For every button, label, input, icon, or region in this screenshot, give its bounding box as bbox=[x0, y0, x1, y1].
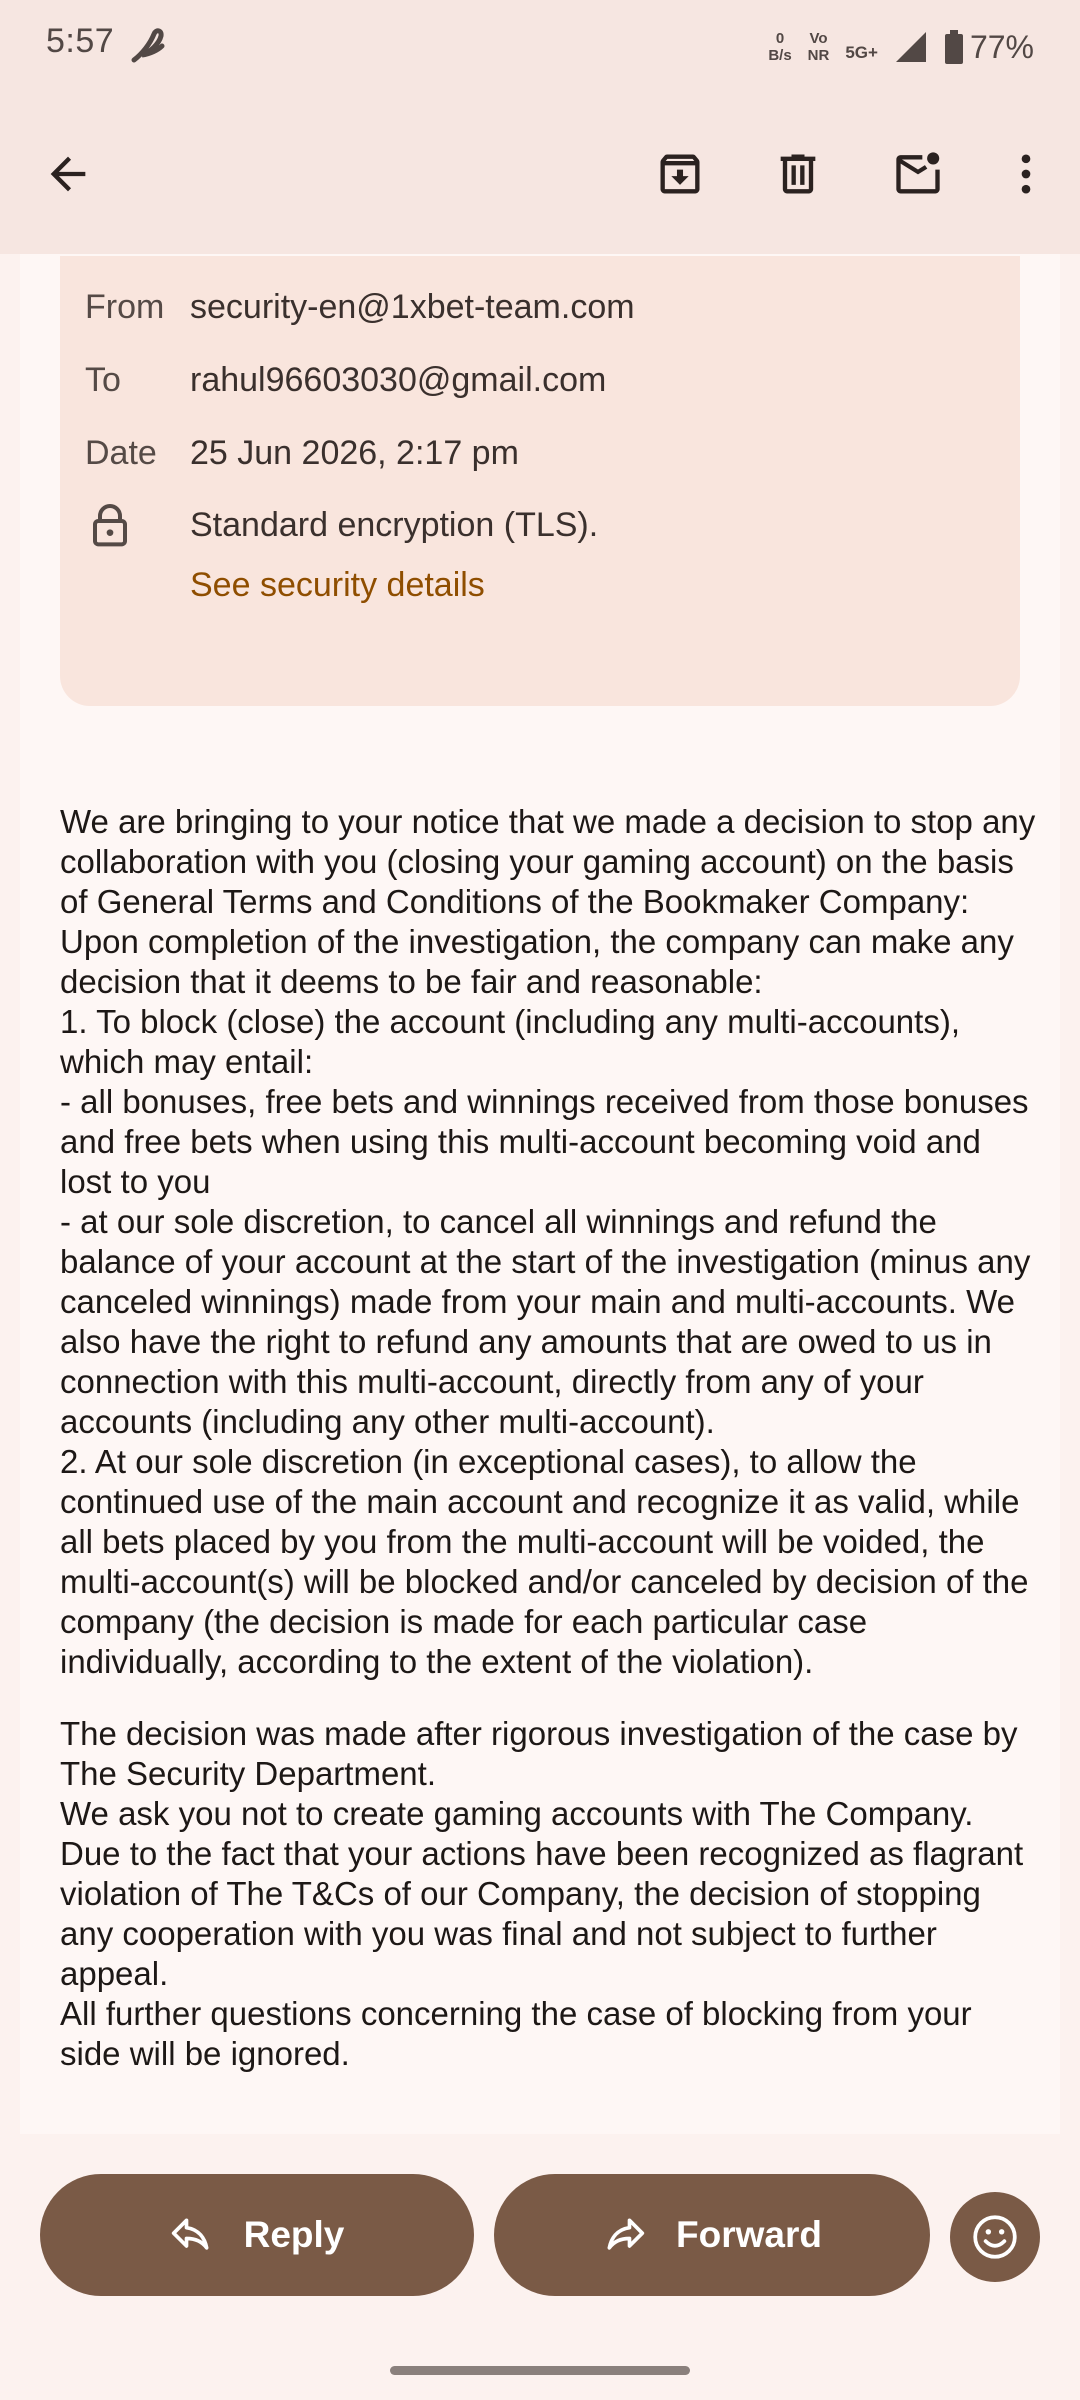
archive-icon bbox=[654, 148, 706, 200]
encryption-text: Standard encryption (TLS). bbox=[190, 506, 599, 544]
forward-icon bbox=[602, 2213, 646, 2257]
network-type: 5G+ bbox=[845, 43, 878, 62]
status-time: 5:57 bbox=[46, 22, 115, 60]
back-arrow-icon bbox=[42, 148, 94, 200]
body-line: All further questions concerning the case of blocking from your side will be ignored. bbox=[60, 1995, 972, 2072]
from-label: From bbox=[85, 288, 165, 326]
signal-icon bbox=[894, 30, 928, 64]
body-line: Upon completion of the investigation, the company can make any decision that it deems to be fair and reasonable: bbox=[60, 923, 1014, 1000]
status-bar bbox=[0, 0, 1080, 96]
paragraph-gap bbox=[60, 1682, 1040, 1714]
body-line: 1. To block (close) the account (including any multi-accounts), which may entail: bbox=[60, 1003, 960, 1080]
delete-icon bbox=[772, 148, 824, 200]
date-value: 25 Jun 2026, 2:17 pm bbox=[190, 434, 519, 472]
battery bbox=[944, 29, 1034, 66]
battery-percent: 77% bbox=[969, 28, 1034, 65]
date-label: Date bbox=[85, 434, 157, 472]
forward-label: Forward bbox=[676, 2214, 822, 2255]
reply-label: Reply bbox=[243, 2214, 345, 2255]
bottom-action-bar bbox=[0, 2134, 1080, 2400]
message-body bbox=[60, 802, 1040, 2074]
lock-icon bbox=[90, 504, 130, 548]
reply-icon bbox=[170, 2213, 214, 2257]
security-details-link[interactable]: See security details bbox=[190, 566, 485, 604]
message-details-card bbox=[60, 256, 1020, 706]
volte-top: Vo bbox=[809, 30, 828, 47]
home-indicator[interactable] bbox=[390, 2366, 690, 2375]
status-icons bbox=[768, 22, 1034, 72]
from-value[interactable]: security-en@1xbet-team.com bbox=[190, 288, 635, 326]
back-button[interactable] bbox=[30, 136, 106, 212]
body-line: - at our sole discretion, to cancel all winnings and refund the balance of your account at the start of the investigation (minus any canceled winnings) made from your main and multi-accounts. We also have the right to refund any amounts that are owed to us in connection with this multi-account, directly from any of your accounts (including any other multi-account). bbox=[60, 1203, 1031, 1440]
mark-unread-icon bbox=[892, 148, 944, 200]
net-speed-unit: B/s bbox=[768, 47, 792, 64]
mark-unread-button[interactable] bbox=[880, 136, 956, 212]
delete-button[interactable] bbox=[760, 136, 836, 212]
emoji-icon bbox=[970, 2212, 1020, 2262]
more-options-button[interactable] bbox=[988, 136, 1064, 212]
body-line: 2. At our sole discretion (in exceptional cases), to allow the continued use of the main account and recognize it as valid, while all bets placed by you from the multi-account will be voided, the multi-account(s) will be blocked and/or canceled by decision of the company (the decision is made for each particular case individually, according to the extent of the violation). bbox=[60, 1443, 1029, 1680]
archive-button[interactable] bbox=[642, 136, 718, 212]
reply-button[interactable] bbox=[40, 2174, 474, 2296]
volte-indicator bbox=[808, 30, 830, 64]
forward-button[interactable] bbox=[494, 2174, 930, 2296]
carrier-logo-icon bbox=[128, 24, 168, 68]
body-line: We are bringing to your notice that we made a decision to stop any collaboration with you (closing your gaming account) on the basis of General Terms and Conditions of the Bookmaker Company: bbox=[60, 803, 1036, 920]
body-line: We ask you not to create gaming accounts with The Company. Due to the fact that your actions have been recognized as flagrant violation of The T&Cs of our Company, the decision of stopping any cooperation with you was final and not subject to further appeal. bbox=[60, 1795, 1024, 1992]
to-label: To bbox=[85, 361, 121, 399]
emoji-reaction-button[interactable] bbox=[950, 2192, 1040, 2282]
to-value[interactable]: rahul96603030@gmail.com bbox=[190, 361, 607, 399]
app-bar bbox=[0, 96, 1080, 254]
battery-icon bbox=[944, 30, 964, 64]
net-speed-value: 0 bbox=[775, 30, 785, 47]
body-line: The decision was made after rigorous investigation of the case by The Security Department. bbox=[60, 1715, 1018, 1792]
body-line: - all bonuses, free bets and winnings received from those bonuses and free bets when using this multi-account becoming void and lost to you bbox=[60, 1083, 1029, 1200]
more-vert-icon bbox=[1000, 148, 1052, 200]
net-speed bbox=[768, 30, 791, 64]
message-view[interactable] bbox=[20, 254, 1060, 2134]
volte-bottom: NR bbox=[807, 47, 830, 64]
